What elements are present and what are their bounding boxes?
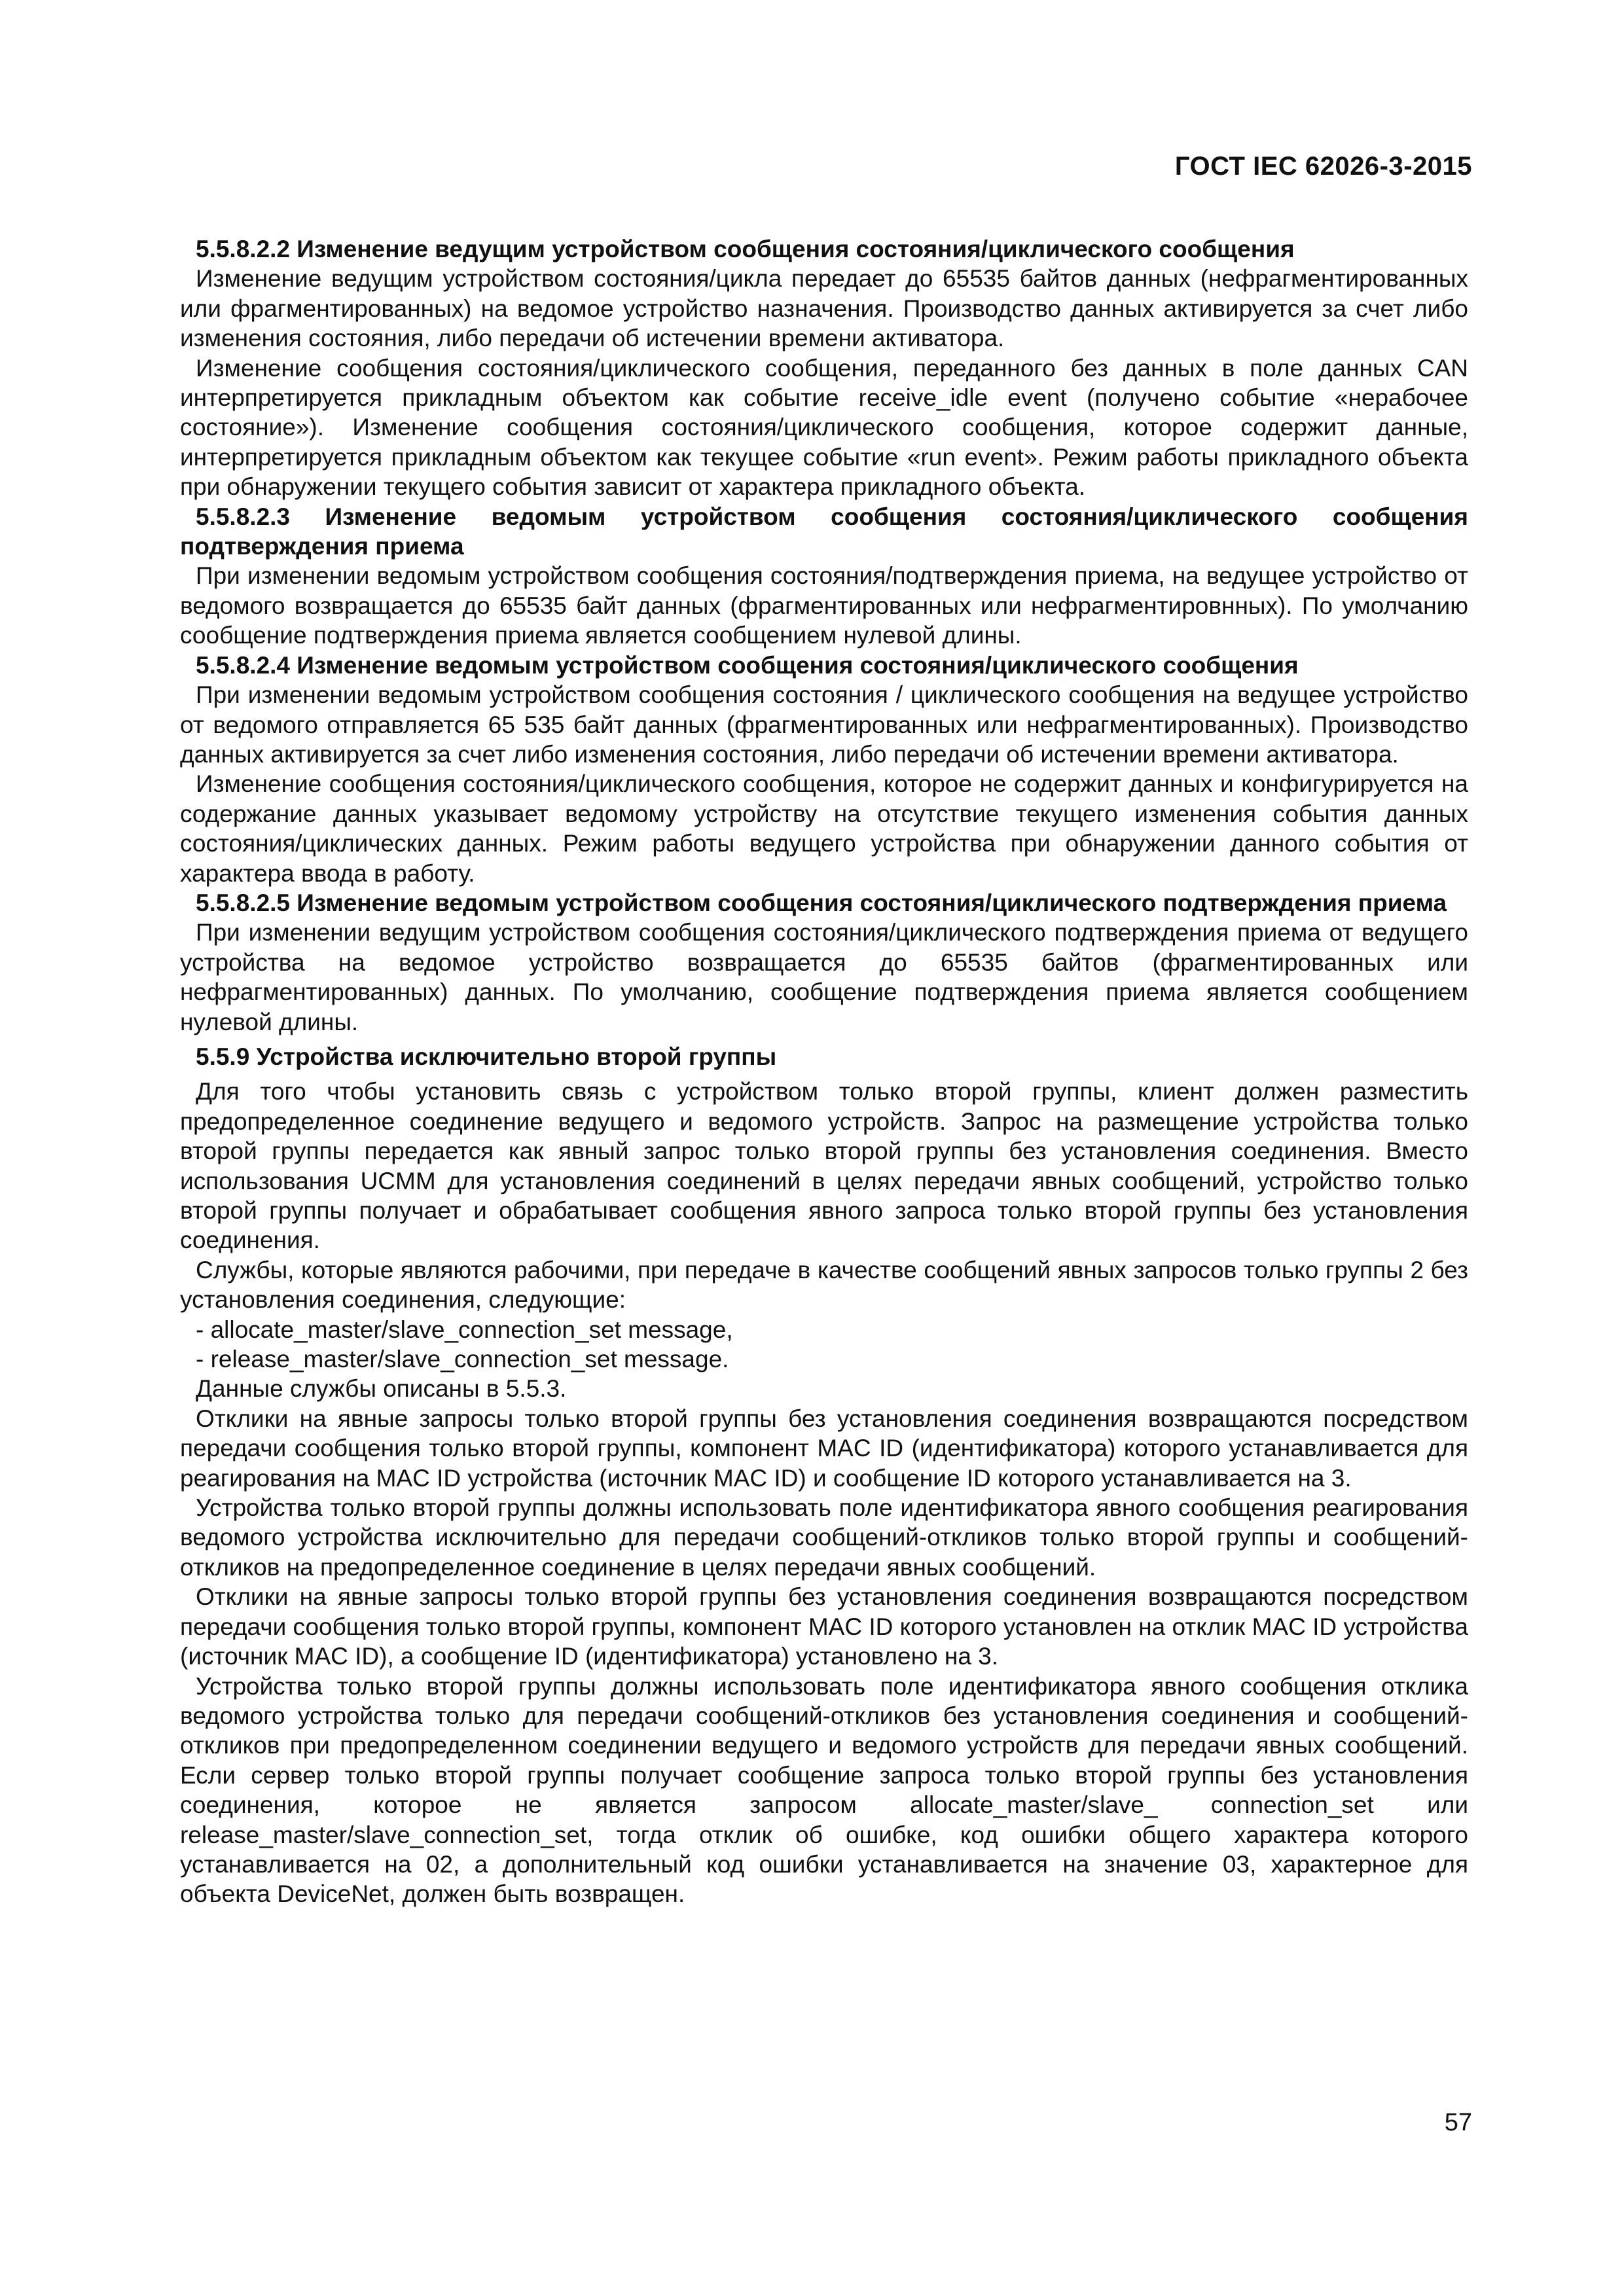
paragraph: Для того чтобы установить связь с устройством только второй группы, клиент должен разместить предопределенное соединение ведущего и ведомого устройств. Запрос на размещение устройства только второй группы передается как явный запрос только второй группы без установления соединения. Вместо использования UCMM для установления соединений в целях передачи явных сообщений, устройство только второй группы получает и обрабатывает сообщения явного запроса только второй группы без установления соединения. [180,1078,1468,1254]
page-number: 57 [1444,2109,1472,2136]
section-heading-5-5-8-2-5: 5.5.8.2.5 Изменение ведомым устройством сообщения состояния/циклического подтверждения приема [196,889,1447,916]
list-item: - allocate_master/slave_connection_set message, [196,1316,733,1343]
section-heading-5-5-8-2-2: 5.5.8.2.2 Изменение ведущим устройством сообщения состояния/циклического сообщения [196,236,1295,262]
paragraph: Изменение сообщения состояния/циклического сообщения, которое не содержит данных и конфигурируется на содержание данных указывает ведомому устройству на отсутствие текущего изменения события данных состояния/циклических данных. Режим работы ведущего устройства при обнаружении данного события от характера ввода в работу. [180,770,1468,887]
section-heading-5-5-9: 5.5.9 Устройства исключительно второй группы [196,1043,777,1070]
paragraph: Службы, которые являются рабочими, при передаче в качестве сообщений явных запросов только группы 2 без установления соединения, следующие: [180,1256,1468,1314]
document-body [180,234,1468,1909]
paragraph: Отклики на явные запросы только второй группы без установления соединения возвращаются посредством передачи сообщения только второй группы, компонент MAC ID (идентификатора) которого устанавливается для реагирования на MAC ID устройства (источник MAC ID) и сообщение ID которого устанавливается на 3. [180,1405,1468,1492]
section-heading-5-5-8-2-4: 5.5.8.2.4 Изменение ведомым устройством сообщения состояния/циклического сообщения [196,651,1299,679]
paragraph: Изменение ведущим устройством состояния/цикла передает до 65535 байтов данных (нефрагментированных или фрагментированных) на ведомое устройство назначения. Производство данных активируется за счет либо изменения состояния, либо передачи об истечении времени активатора. [180,265,1468,352]
paragraph: Устройства только второй группы должны использовать поле идентификатора явного сообщения реагирования ведомого устройства исключительно для передачи сообщений-откликов только второй группы и сообщений-откликов на предопределенное соединение в целях передачи явных сообщений. [180,1494,1468,1581]
document-code: ГОСТ IEC 62026-3-2015 [1174,152,1472,181]
paragraph: При изменении ведомым устройством сообщения состояния / циклического сообщения на ведущее устройство от ведомого отправляется 65 535 байт данных (фрагментированных или нефрагментированных). Производство данных активируется за счет либо изменения состояния, либо передачи об истечении времени активатора. [180,681,1468,768]
list-item: Данные службы описаны в 5.5.3. [196,1375,567,1403]
list-item: - release_master/slave_connection_set message. [196,1346,729,1373]
paragraph: При изменении ведущим устройством сообщения состояния/циклического подтверждения приема от ведущего устройства на ведомое устройство возвращается до 65535 байтов (фрагментированных или нефрагментированных) данных. По умолчанию, сообщение подтверждения приема является сообщением нулевой длины. [180,919,1468,1035]
paragraph: Устройства только второй группы должны использовать поле идентификатора явного сообщения отклика ведомого устройства только для передачи сообщений-откликов без установления соединения и сообщений-откликов при предопределенном соединении ведущего и ведомого устройств для передачи явных сообщений. Если сервер только второй группы получает сообщение запроса только второй группы без установления соединения, которое не является запросом allocate_master/slave_ connection_set или release_master/slave_connection_set, тогда отклик об ошибке, код ошибки общего характера которого устанавливается на 02, а дополнительный код ошибки устанавливается на значение 03, характерное для объекта DeviceNet, должен быть возвращен. [180,1672,1468,1908]
paragraph: Изменение сообщения состояния/циклического сообщения, переданного без данных в поле данных CAN интерпретируется прикладным объектом как событие receive_idle event (получено событие «нерабочее состояние»). Изменение сообщения состояния/циклического сообщения, которое содержит данные, интерпретируется прикладным объектом как текущее событие «run event». Режим работы прикладного объекта при обнаружении текущего события зависит от характера прикладного объекта. [180,354,1468,501]
paragraph: При изменении ведомым устройством сообщения состояния/подтверждения приема, на ведущее устройство от ведомого возвращается до 65535 байт данных (фрагментированных или нефрагментировнных). По умолчанию сообщение подтверждения приема является сообщением нулевой длины. [180,562,1468,649]
section-heading-5-5-8-2-3: 5.5.8.2.3 Изменение ведомым устройством сообщения состояния/циклического сообщения подтверждения приема [180,503,1468,560]
paragraph: Отклики на явные запросы только второй группы без установления соединения возвращаются посредством передачи сообщения только второй группы, компонент MAC ID которого установлен на отклик MAC ID устройства (источник MAC ID), а сообщение ID (идентификатора) установлено на 3. [180,1583,1468,1670]
